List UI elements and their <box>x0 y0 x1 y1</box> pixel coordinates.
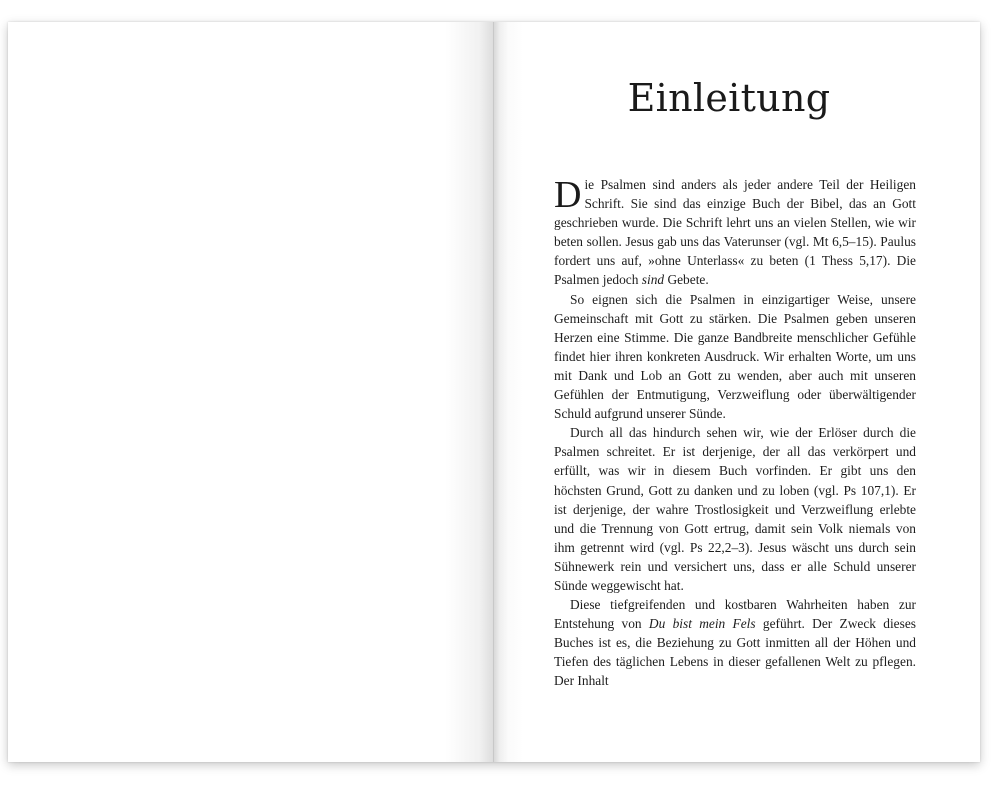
paragraph-2 <box>554 290 916 424</box>
left-page-blank <box>8 22 494 762</box>
paragraph-text: Durch all das hindurch sehen wir, wie der Erlöser durch die Psalmen schreitet. Er ist derjenige, der all das verkörpert und erfüllt, was wir in diesem Buch vorfinden. Er gibt uns den höchsten Grund, Gott zu danken und zu loben (vgl. Ps 107,1). Er ist derjenige, der wahre Trostlosigkeit und Verzweiflung erlebte und die Trennung von Gott ertrug, damit sein Volk niemals von ihm getrennt wird (vgl. Ps 22,2–3). Jesus wäscht uns durch sein Sühnewerk rein und versichert uns, dass er alle Schuld unserer Sünde weggewischt hat. <box>554 425 916 593</box>
paragraph-3 <box>554 423 916 595</box>
paragraph-text: Gebete. <box>664 272 709 288</box>
paragraph-text: Diese tiefgreifenden und kostbaren Wahrheiten haben zur Entstehung von <box>554 597 916 632</box>
paragraph-4 <box>554 595 916 690</box>
paragraph-1 <box>554 175 916 290</box>
chapter-body-text <box>554 175 916 691</box>
book-title-italic: Du bist mein Fels <box>648 616 756 632</box>
paragraph-text: ie Psalmen sind anders als jeder andere Teil der Heiligen Schrift. Sie sind das einzige Buch der Bibel, das an Gott geschrieben wurde. Die Schrift lehrt uns an vielen Stellen, wie wir beten sollen. Jesus gab uns das Vaterunser (vgl. Mt 6,5–15). Paulus fordert uns auf, »ohne Unterlass« zu beten (1 Thess 5,17). Die Psalmen jedoch <box>554 177 916 288</box>
italic-emphasis: sind <box>641 272 665 288</box>
paragraph-text: geführt. Der Zweck dieses Buches ist es, die Beziehung zu Gott inmitten all der Höhen und Tiefen des täglichen Lebens in dieser gefallenen Welt zu pflegen. Der Inhalt <box>554 616 916 689</box>
chapter-title: Einleitung <box>627 76 831 120</box>
paragraph-text: So eignen sich die Psalmen in einzigartiger Weise, unsere Gemeinschaft mit Gott zu stärken. Die Psalmen geben unseren Herzen eine Stimme. Die ganze Bandbreite menschlicher Gefühle findet hier ihren konkreten Ausdruck. Wir erhalten Worte, um uns mit Dank und Lob an Gott zu wenden, aber auch mit unseren Gefühlen der Entmutigung, Verzweiflung oder überwältigender Schuld aufgrund unserer Sünde. <box>554 291 916 422</box>
book-gutter <box>493 22 494 762</box>
drop-cap: D <box>554 174 582 216</box>
